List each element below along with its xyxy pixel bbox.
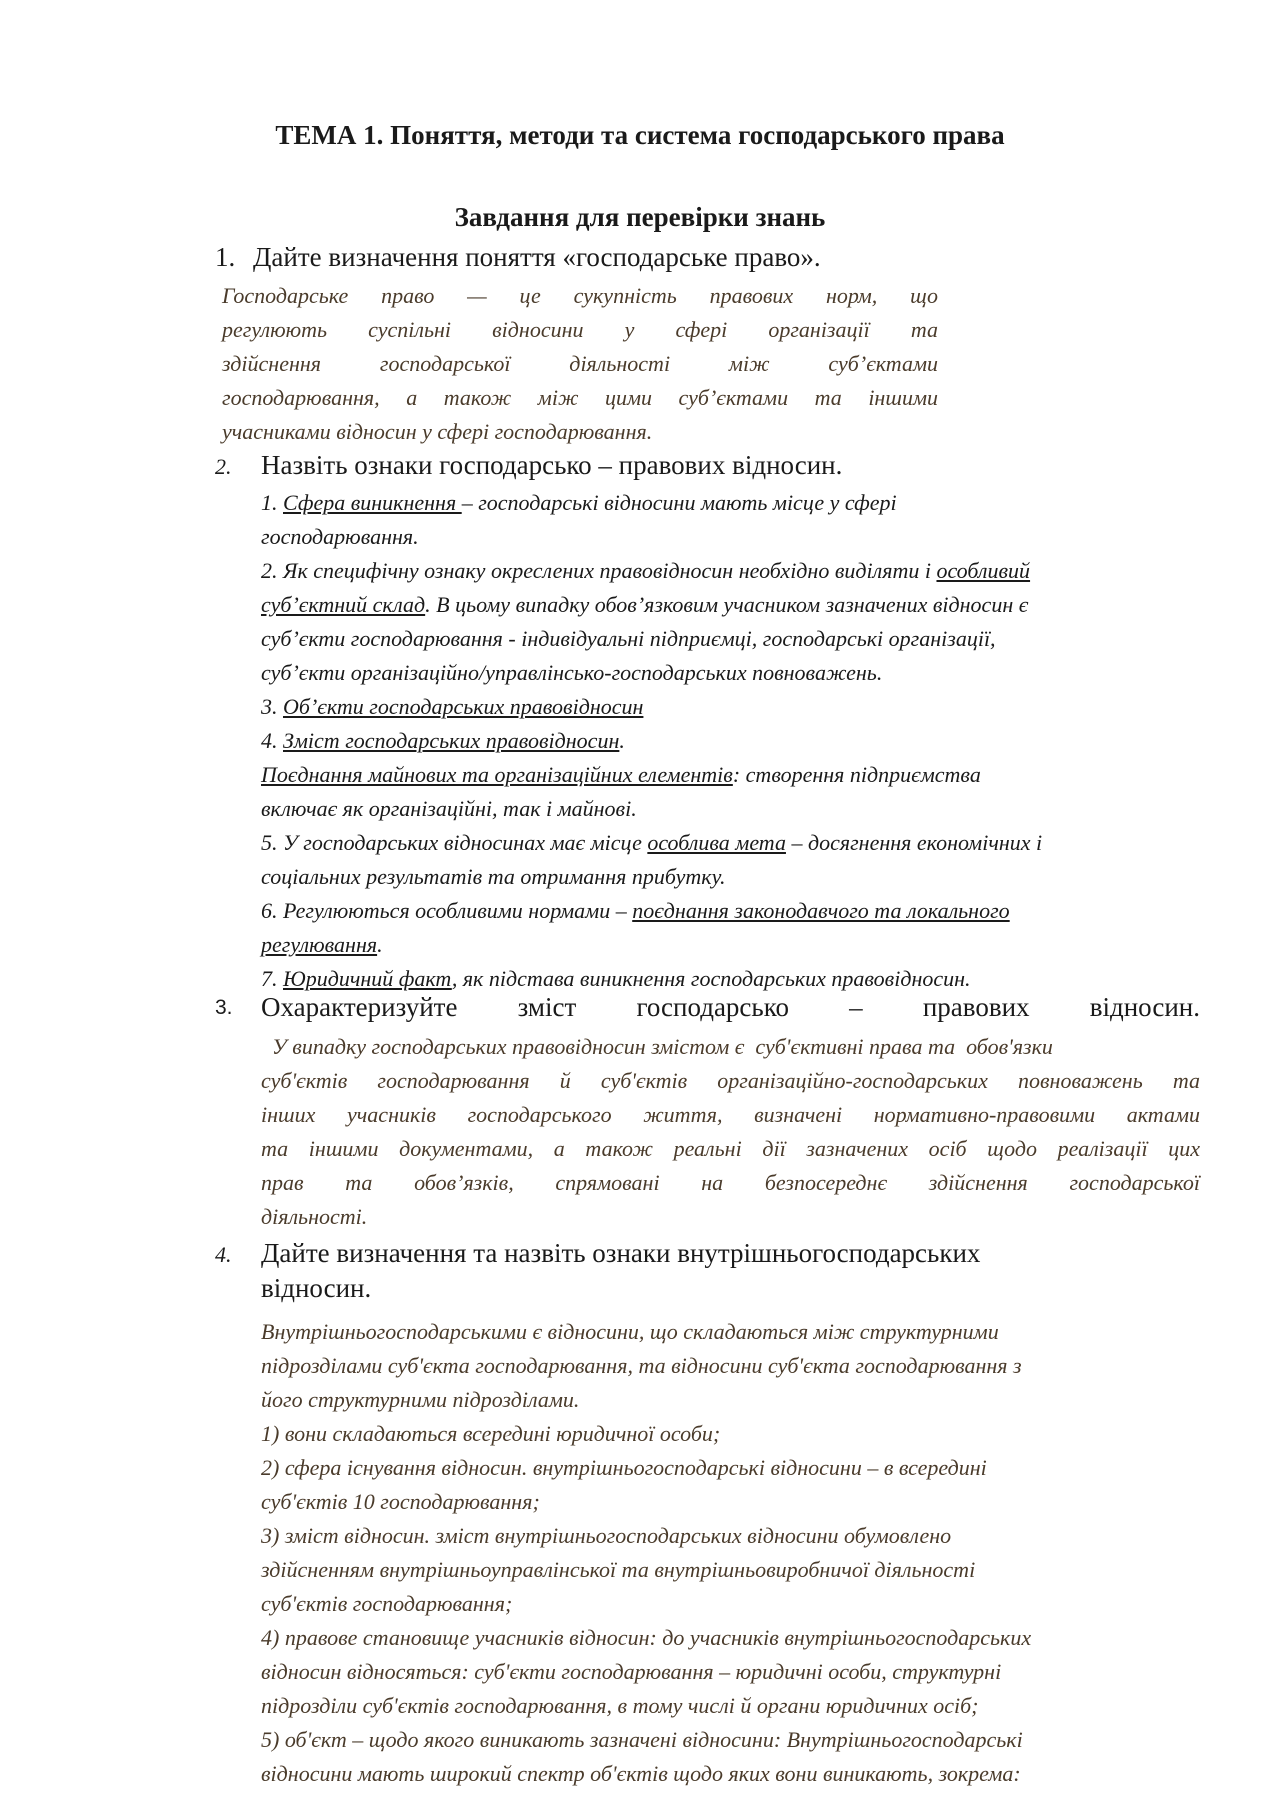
answer-2-item-4b-cont: включає як організаційні, так і майнові. <box>261 796 637 821</box>
document-subtitle: Завдання для перевірки знань <box>454 202 826 232</box>
answer-4-line: підрозділи суб'єктів господарювання, в тому числі й органи юридичних осіб; <box>261 1693 979 1718</box>
answer-2-item-2-cont <box>261 588 1221 622</box>
answer-1-line: учасниками відносин у сфері господарювання. <box>222 419 653 444</box>
answer-2-item-6-cont <box>261 928 1221 962</box>
answer-4-line: його структурними підрозділами. <box>261 1387 580 1412</box>
item-4-text: . <box>619 728 625 753</box>
answer-4-line: 2) сфера існування відносин. внутрішньогосподарські відносини – в всередині <box>261 1455 987 1480</box>
question-4 <box>215 1238 980 1304</box>
answer-3-line: інших учасників господарського життя, визначені нормативно-правовими актами <box>261 1102 1200 1127</box>
answer-3-line: діяльності. <box>261 1204 368 1229</box>
question-2-text: Назвіть ознаки господарсько – правових відносин. <box>261 450 843 480</box>
answer-4-line: суб'єктів 10 господарювання; <box>261 1489 540 1514</box>
item-6-underlined-cont: регулювання <box>261 932 378 957</box>
answer-3-line: прав та обов’язків, спрямовані на безпосереднє здійснення господарської <box>261 1170 1200 1195</box>
question-3-text: Охарактеризуйте зміст господарсько – правових відносин. <box>261 992 1200 1022</box>
answer-4-line: 1) вони складаються всередині юридичної особи; <box>261 1421 721 1446</box>
answer-4-line: відносин відносяться: суб'єкти господарювання – юридичні особи, структурні <box>261 1659 1002 1684</box>
answer-1 <box>222 279 938 449</box>
question-4-number: 4. <box>215 1242 232 1267</box>
answer-4-line: суб'єктів господарювання; <box>261 1591 513 1616</box>
answer-3-line: У випадку господарських правовідносин змістом є суб'єктивні права та обов'язки <box>261 1034 1053 1059</box>
item-2-text: . В цьому випадку обов’язковим учасником зазначених відносин є <box>425 592 1029 617</box>
item-7-prefix: 7. <box>261 966 283 991</box>
answer-2-item-7 <box>261 962 1221 996</box>
answer-2-item-5 <box>261 826 1221 860</box>
answer-4-line: 3) зміст відносин. зміст внутрішньогосподарських відносини обумовлено <box>261 1523 952 1548</box>
answer-2-item-1 <box>261 486 1221 520</box>
item-5-text: – досягнення економічних і <box>785 830 1043 855</box>
answer-2-item-4b <box>261 758 1221 792</box>
answer-4-line: підрозділами суб'єкта господарювання, та відносини суб'єкта господарювання з <box>261 1353 1022 1378</box>
question-4-text: Дайте визначення та назвіть ознаки внутрішньогосподарських <box>261 1238 981 1268</box>
item-2-underlined: особливий <box>936 558 1031 583</box>
answer-2-item-2-line4: суб’єкти організаційно/управлінсько-господарських повноважень. <box>261 660 883 685</box>
item-1-text: – господарські відносини мають місце у сфері <box>461 490 897 515</box>
item-7-text: , як підстава виникнення господарських правовідносин. <box>451 966 971 991</box>
answer-2-item-1-cont: господарювання. <box>261 524 419 549</box>
question-3-number: 3. <box>215 996 233 1019</box>
item-4b-underlined: Поєднання майнових та організаційних елементів <box>261 762 733 787</box>
question-1-number: 1. <box>215 242 236 272</box>
answer-4-line: 4) правове становище учасників відносин: до учасників внутрішньогосподарських <box>261 1625 1032 1650</box>
question-1 <box>215 242 821 273</box>
answer-2-item-3 <box>261 690 1221 724</box>
item-1-underlined: Сфера виникнення <box>283 490 462 515</box>
answer-2-item-5-cont: соціальних результатів та отримання прибутку. <box>261 864 726 889</box>
item-7-underlined: Юридичний факт <box>283 966 452 991</box>
question-4-line-1 <box>215 1238 980 1269</box>
question-1-text: Дайте визначення поняття «господарське право». <box>253 242 821 272</box>
document-title: ТЕМА 1. Поняття, методи та система господарського права <box>275 120 1005 150</box>
answer-3-line: та іншими документами, а також реальні дії зазначених осіб щодо реалізації цих <box>261 1136 1200 1161</box>
item-4b-text: : створення підприємства <box>732 762 981 787</box>
answer-2-item-2-line3: суб’єкти господарювання - індивідуальні підприємці, господарські організації, <box>261 626 996 651</box>
answer-3-line: суб'єктів господарювання й суб'єктів організаційно-господарських повноважень та <box>261 1068 1200 1093</box>
answer-4-line: здійсненням внутрішньоуправлінської та внутрішньовиробничої діяльності <box>261 1557 976 1582</box>
answer-1-line: господарювання, а також між цими суб’єктами та іншими <box>222 385 938 410</box>
question-2-number: 2. <box>215 454 232 479</box>
answer-4 <box>261 1315 1221 1791</box>
question-3 <box>215 992 1200 1023</box>
item-4-underlined: Зміст господарських правовідносин <box>283 728 620 753</box>
item-2-underlined-cont: суб’єктний склад <box>261 592 426 617</box>
item-6-prefix: 6. Регулюються особливими нормами – <box>261 898 633 923</box>
answer-1-line: регулюють суспільні відносини у сфері організації та <box>222 317 938 342</box>
item-5-underlined: особлива мета <box>647 830 786 855</box>
answer-1-line: здійснення господарської діяльності між суб’єктами <box>222 351 938 376</box>
question-4-text-cont: відносин. <box>261 1273 372 1303</box>
item-3-underlined: Об’єкти господарських правовідносин <box>283 694 644 719</box>
answer-2 <box>261 486 1221 996</box>
item-2-prefix: 2. Як специфічну ознаку окреслених правовідносин необхідно виділяти і <box>261 558 937 583</box>
item-6-text: . <box>377 932 383 957</box>
item-1-prefix: 1. <box>261 490 283 515</box>
answer-2-item-6 <box>261 894 1221 928</box>
answer-2-item-4 <box>261 724 1221 758</box>
item-5-prefix: 5. У господарських відносинах має місце <box>261 830 648 855</box>
item-4-prefix: 4. <box>261 728 283 753</box>
answer-1-line: Господарське право — це сукупність правових норм, що <box>222 283 938 308</box>
item-6-underlined: поєднання законодавчого та локального <box>632 898 1010 923</box>
answer-3 <box>261 1030 1200 1234</box>
answer-2-item-2 <box>261 554 1221 588</box>
item-3-prefix: 3. <box>261 694 283 719</box>
answer-4-line: Внутрішньогосподарськими є відносини, що складаються між структурними <box>261 1319 999 1344</box>
question-2 <box>215 450 842 481</box>
answer-4-line: відносини мають широкий спектр об'єктів щодо яких вони виникають, зокрема: <box>261 1761 1021 1786</box>
answer-4-line: 5) об'єкт – щодо якого виникають зазначені відносини: Внутрішньогосподарські <box>261 1727 1023 1752</box>
